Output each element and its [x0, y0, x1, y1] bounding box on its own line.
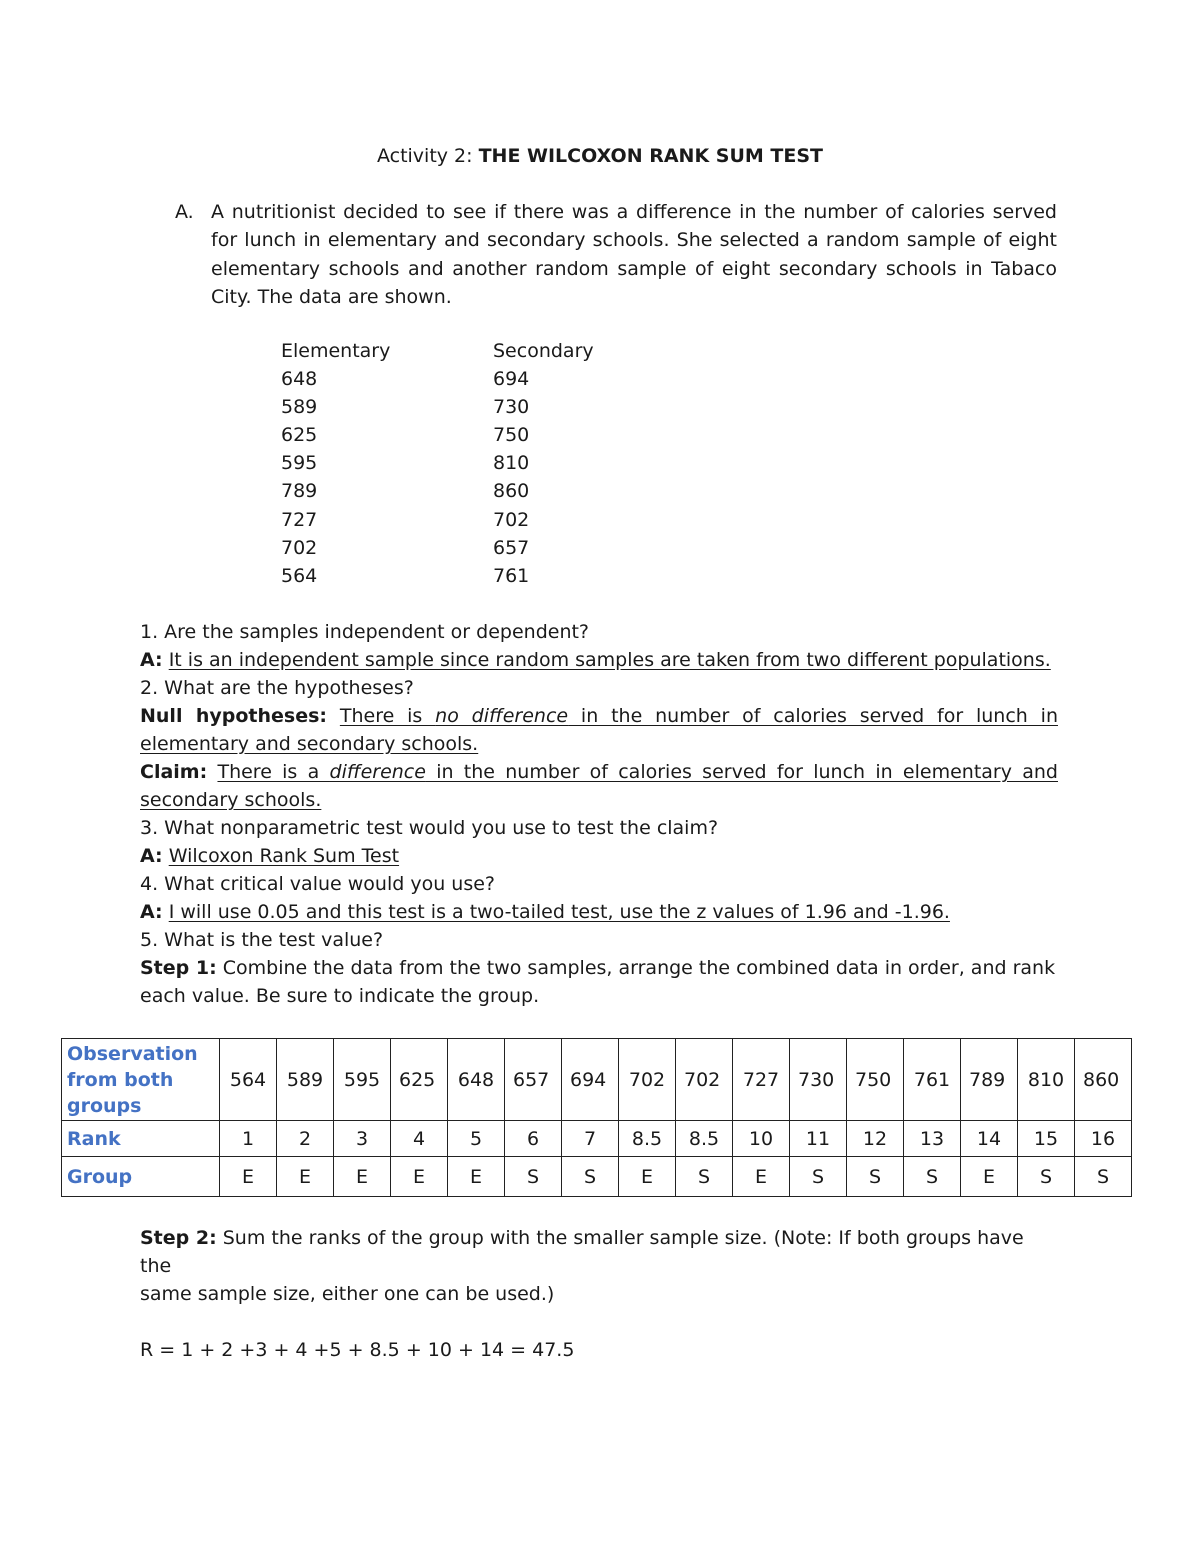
observation-cell: 789 [961, 1039, 1018, 1121]
answer-label: A: [140, 649, 163, 671]
observation-cell: 648 [448, 1039, 505, 1121]
observation-cell: 564 [220, 1039, 277, 1121]
step-2-line2: the [140, 1255, 172, 1277]
elementary-value: 789 [281, 480, 318, 503]
step-2-line3: same sample size, either one can be used.) [140, 1283, 555, 1305]
answer-3 [140, 842, 1058, 870]
step-2 [140, 1224, 1058, 1252]
elementary-column [281, 337, 390, 590]
problem-text: A nutritionist decided to see if there was a difference in the number of calories served for lunch in elementary and secondary schools. She selected a random sample of eight elementary schools and another random sample of eight secondary schools in Tabaco City. The data are shown. [211, 201, 1057, 308]
elementary-value: 702 [281, 536, 318, 559]
rank-cell: 15 [1018, 1121, 1075, 1157]
question-5: 5. What is the test value? [140, 929, 384, 951]
secondary-value: 694 [493, 368, 530, 391]
group-cell: E [220, 1157, 277, 1197]
secondary-value: 810 [493, 452, 530, 475]
null-hypothesis [140, 702, 1058, 758]
row-header: Observation from both groups [62, 1039, 220, 1121]
elementary-value: 564 [281, 564, 318, 587]
title-prefix: Activity 2: [376, 145, 479, 167]
claim-text-pre: There is a [217, 761, 330, 783]
claim-text-post: in the number of calories served for lunch in elementary and secondary schools. [140, 761, 1058, 811]
title-main: THE WILCOXON RANK SUM TEST [478, 145, 824, 167]
group-cell: S [790, 1157, 847, 1197]
row-header: Rank [62, 1121, 220, 1157]
claim [140, 758, 1058, 814]
observation-cell: 694 [562, 1039, 619, 1121]
rank-cell: 14 [961, 1121, 1018, 1157]
answer-4-text: I will use 0.05 and this test is a two-tailed test, use the z values of 1.96 and -1.96. [168, 901, 950, 923]
rank-cell: 5 [448, 1121, 505, 1157]
group-cell: E [334, 1157, 391, 1197]
secondary-value: 730 [493, 396, 530, 419]
secondary-header: Secondary [493, 340, 594, 362]
rank-cell: 2 [277, 1121, 334, 1157]
claim-text-emphasis: difference [329, 761, 426, 783]
secondary-value: 860 [493, 480, 530, 503]
secondary-value: 750 [493, 424, 530, 447]
secondary-value: 702 [493, 508, 530, 531]
observation-cell: 761 [904, 1039, 961, 1121]
step-2-line1: Sum the ranks of the group with the smaller sample size. (Note: If both groups have [222, 1227, 1024, 1249]
rank-row [62, 1121, 1132, 1157]
null-text-pre: There is [339, 705, 436, 727]
question-1: 1. Are the samples independent or dependent? [140, 621, 590, 643]
rank-cell: 12 [847, 1121, 904, 1157]
rank-cell: 11 [790, 1121, 847, 1157]
answer-1-text: It is an independent sample since random samples are taken from two different populations. [168, 649, 1051, 671]
question-4: 4. What critical value would you use? [140, 873, 495, 895]
observation-cell: 625 [391, 1039, 448, 1121]
rank-cell: 7 [562, 1121, 619, 1157]
secondary-column [493, 337, 594, 590]
group-cell: E [961, 1157, 1018, 1197]
null-text-post: in the number of calories served for lunch in elementary and secondary schools. [140, 705, 1058, 755]
elementary-value: 727 [281, 508, 318, 531]
observation-cell: 657 [505, 1039, 562, 1121]
rank-cell: 3 [334, 1121, 391, 1157]
elementary-value: 589 [281, 396, 318, 419]
group-cell: E [391, 1157, 448, 1197]
group-cell: E [277, 1157, 334, 1197]
rank-cell: 6 [505, 1121, 562, 1157]
elementary-value: 625 [281, 424, 318, 447]
group-cell: E [733, 1157, 790, 1197]
rank-cell: 8.5 [676, 1121, 733, 1157]
observation-cell: 702 [676, 1039, 733, 1121]
rank-cell: 1 [220, 1121, 277, 1157]
observation-cell: 702 [619, 1039, 676, 1121]
group-cell: S [1018, 1157, 1075, 1197]
observation-cell: 860 [1075, 1039, 1132, 1121]
secondary-value: 657 [493, 536, 530, 559]
answer-3-text: Wilcoxon Rank Sum Test [168, 845, 400, 867]
observation-cell: 750 [847, 1039, 904, 1121]
row-header: Group [62, 1157, 220, 1197]
rank-cell: 10 [733, 1121, 790, 1157]
question-3: 3. What nonparametric test would you use to test the claim? [140, 817, 719, 839]
claim-label: Claim: [140, 761, 208, 783]
group-cell: E [619, 1157, 676, 1197]
group-row [62, 1157, 1132, 1197]
rank-cell: 8.5 [619, 1121, 676, 1157]
elementary-header: Elementary [281, 340, 391, 362]
answer-label: A: [140, 901, 163, 923]
secondary-value: 761 [493, 564, 530, 587]
group-cell: S [562, 1157, 619, 1197]
step-2-label: Step 2: [140, 1227, 217, 1249]
group-cell: S [676, 1157, 733, 1197]
step-1 [140, 954, 1058, 1010]
elementary-value: 648 [281, 368, 318, 391]
claim-text [140, 761, 1058, 811]
observation-row [62, 1039, 1132, 1121]
answer-label: A: [140, 845, 163, 867]
answer-4 [140, 898, 1058, 926]
rank-cell: 13 [904, 1121, 961, 1157]
null-text-emphasis: no difference [435, 705, 569, 727]
group-cell: E [448, 1157, 505, 1197]
observation-cell: 589 [277, 1039, 334, 1121]
null-hypothesis-label: Null hypotheses: [140, 705, 328, 727]
group-cell: S [904, 1157, 961, 1197]
elementary-value: 595 [281, 452, 318, 475]
rank-table [61, 1038, 1132, 1197]
group-cell: S [505, 1157, 562, 1197]
step-1-label: Step 1: [140, 957, 217, 979]
observation-cell: 727 [733, 1039, 790, 1121]
observation-cell: 595 [334, 1039, 391, 1121]
answer-1 [140, 646, 1058, 674]
group-cell: S [1075, 1157, 1132, 1197]
group-cell: S [847, 1157, 904, 1197]
step-1-text: Combine the data from the two samples, arrange the combined data in order, and rank each value. Be sure to indicate the group. [140, 957, 1056, 1007]
observation-cell: 730 [790, 1039, 847, 1121]
problem-label: A. [175, 201, 194, 223]
rank-cell: 16 [1075, 1121, 1132, 1157]
rank-sum-formula: R = 1 + 2 +3 + 4 +5 + 8.5 + 10 + 14 = 47.5 [140, 1339, 575, 1361]
page-title [0, 142, 1200, 170]
question-2: 2. What are the hypotheses? [140, 677, 414, 699]
observation-cell: 810 [1018, 1039, 1075, 1121]
rank-cell: 4 [391, 1121, 448, 1157]
